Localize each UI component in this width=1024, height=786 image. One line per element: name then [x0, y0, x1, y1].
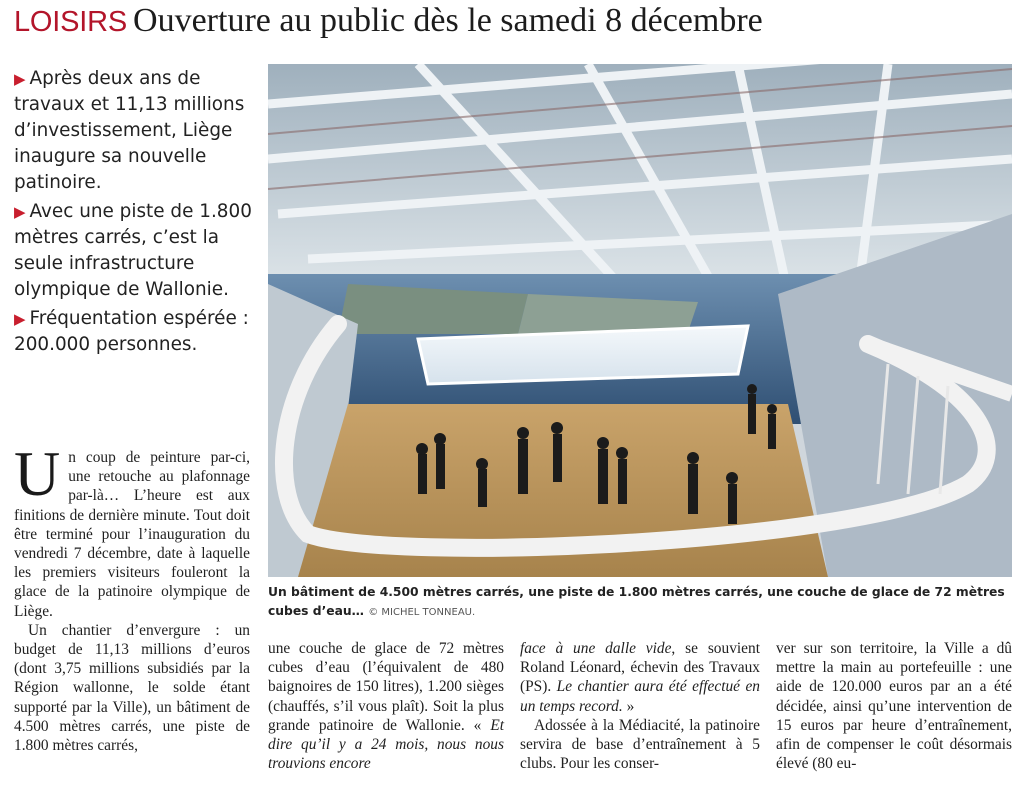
- bullet-text: Avec une piste de 1.800 mètres carrés, c’est la seule infrastructure olympique de Wallonie.: [14, 201, 252, 300]
- paragraph-text: une couche de glace de 72 mètres cubes d’eau (l’équivalent de 480 baignoires de 150 litres), 1.200 sièges (chauffés, s’il vous plaît). Soit la plus grande patinoire de Wallonie. «: [268, 640, 504, 734]
- bullet-text: Fréquentation espérée : 200.000 personnes.: [14, 308, 249, 355]
- article-title: Ouverture au public dès le samedi 8 décembre: [133, 2, 763, 39]
- caption-text: Un bâtiment de 4.500 mètres carrés, une piste de 1.800 mètres carrés, une couche de glace de 72 mètres cubes d’eau…: [268, 585, 1005, 618]
- article-paragraph: [520, 639, 760, 716]
- paragraph-text: n coup de peinture par-ci, une retouche au plafonnage par-là… L’heure est aux finitions de dernière minute. Tout doit être terminé pour l’inauguration du vendredi 7 décembre, date à laquelle les premiers visiteurs fouleront la glace de la patinoire olympique de Liège.: [14, 449, 250, 620]
- paragraph-text: »: [622, 697, 635, 715]
- bullet-text: Après deux ans de travaux et 11,13 millions d’investissement, Liège inaugure sa nouvelle patinoire.: [14, 68, 245, 193]
- photo-caption: [268, 583, 1012, 622]
- red-triangle-icon: ▶: [14, 203, 26, 221]
- bullet-item: [14, 306, 254, 358]
- drop-cap: U: [14, 438, 61, 509]
- quote-text: Et dire qu’il y a 24 mois, nous nous trouvions encore: [268, 716, 504, 773]
- article-paragraph: Un chantier d’envergure : un budget de 11,13 millions d’euros (dont 3,75 millions subsidiés par la Région wallonne, le solde étant supporté par la Ville), un bâtiment de 4.500 mètres carrés, une piste de 1.800 mètres carrés,: [14, 621, 250, 755]
- photo-credit: © MICHEL TONNEAU.: [368, 607, 476, 618]
- headline: [14, 2, 763, 40]
- quote-text: face à une dalle vide: [520, 640, 672, 657]
- article-column-1: [14, 438, 250, 755]
- quote-text: Le chantier aura été effectué en un temps record.: [520, 678, 760, 715]
- ice-rink-illustration: [268, 64, 1012, 577]
- article-column-4: [776, 639, 1012, 773]
- summary-bullets: [14, 66, 254, 361]
- red-triangle-icon: ▶: [14, 70, 26, 88]
- article-paragraph: [268, 639, 504, 773]
- article-paragraph: Adossée à la Médiacité, la patinoire servira de base d’entraînement à 5 clubs. Pour les conser-: [520, 716, 760, 773]
- article-paragraph: ver sur son territoire, la Ville a dû mettre la main au portefeuille : une aide de 120.000 euros par an a été décidée, ainsi qu’une intervention de 15 euros par heure d’entraînement, afin de compenser le coût désormais élevé (80 eu-: [776, 640, 1012, 773]
- bullet-item: [14, 66, 254, 196]
- red-triangle-icon: ▶: [14, 310, 26, 328]
- ice-rink-photo: [268, 64, 1012, 577]
- paragraph-text: , se souvient Roland Léonard, échevin des Travaux (PS).: [520, 640, 760, 696]
- article-paragraph: [14, 438, 250, 621]
- section-kicker: LOISIRS: [14, 6, 128, 38]
- article-column-3: [520, 639, 760, 773]
- bullet-item: [14, 199, 254, 303]
- article-column-2: [268, 639, 504, 773]
